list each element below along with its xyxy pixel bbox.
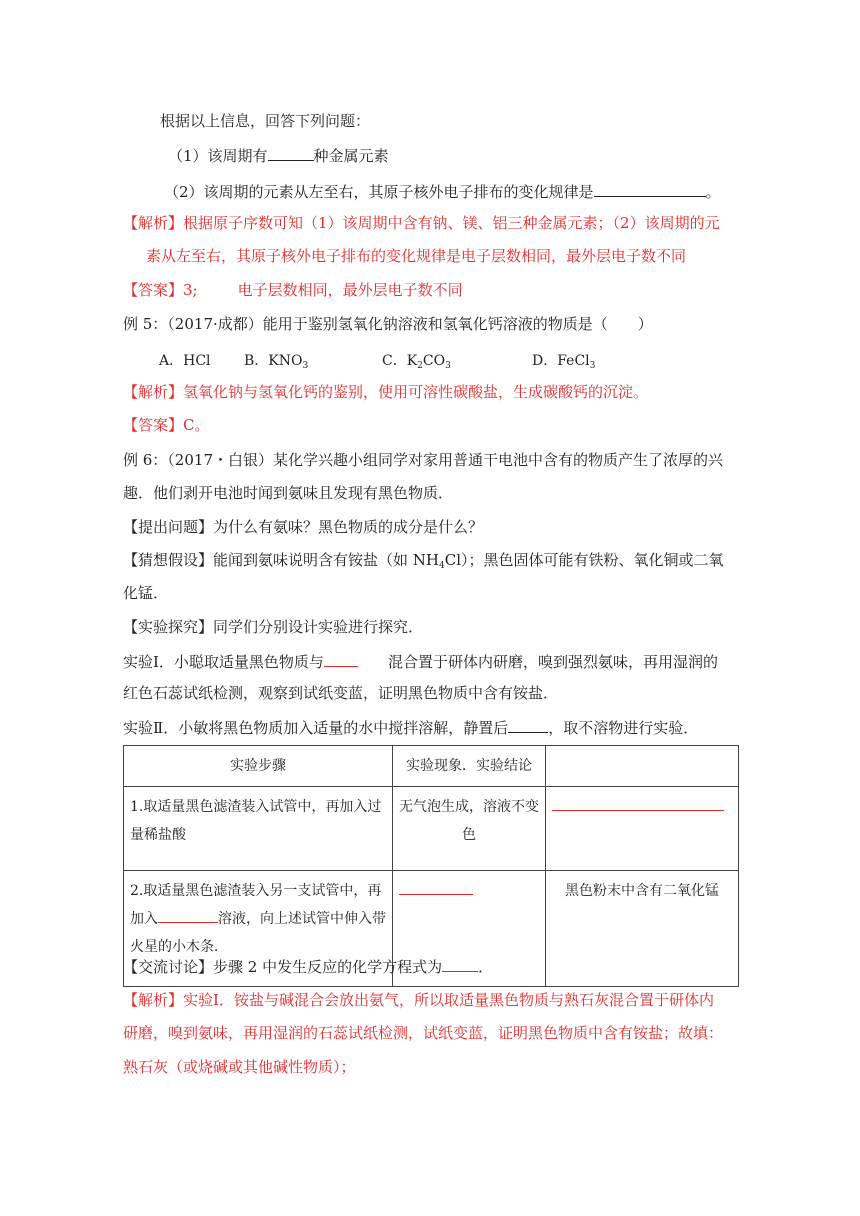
q2-suffix: 。 — [705, 183, 721, 201]
discuss-text: 步骤 2 中发生反应的化学方程式为 — [213, 958, 443, 976]
header-empty — [546, 746, 739, 787]
explore-text: 同学们分别设计实验进行探究． — [213, 618, 424, 636]
explore-tag: 【实验探究】 — [123, 618, 214, 636]
answer-tag: 【答案】 — [123, 416, 184, 434]
opt-c-mid: CO — [422, 353, 446, 369]
opt-b-text: B．KNO — [244, 353, 303, 369]
intro-text: 根据以上信息，回答下列问题： — [160, 112, 371, 130]
ex6-analysis-line2: 研磨，嗅到氨味，再用湿润的石蕊试纸检测，试纸变蓝，证明黑色物质中含有铵盐；故填： — [123, 1024, 724, 1042]
analysis-text: 实验Ⅰ．铵盐与碱混合会放出氨气，所以取适量黑色物质与熟石灰混合置于研体内 — [183, 991, 714, 1009]
ex4-analysis-line1 — [123, 212, 720, 234]
q2-prefix: （2）该周期的元素从左至右，其原子核外电子排布的变化规律是 — [164, 183, 594, 201]
ex5-option-d — [532, 350, 595, 371]
row1-result: 无气泡生成，溶液不变色 — [393, 787, 546, 871]
ex6-line1: 例 6：（2017・白银）某化学兴趣小组同学对家用普通干电池中含有的物质产生了浓厚的兴 — [123, 451, 723, 469]
analysis-tag: 【解析】 — [123, 214, 184, 232]
ex6-explore — [123, 616, 423, 638]
answer-2: 电子层数相同，最外层电子数不同 — [237, 281, 463, 299]
row1-answer-cell — [546, 787, 739, 871]
header-step: 实验步骤 — [124, 746, 393, 787]
ex6-exp1-line2: 红色石蕊试纸检测，观察到试纸变蓝，证明黑色物质中含有铵盐． — [123, 684, 559, 702]
opt-d-text: D．FeCl — [532, 353, 590, 369]
opt-c-sub1: 2 — [417, 361, 423, 371]
header-result: 实验现象．实验结论 — [393, 746, 546, 787]
exp1-text: 实验Ⅰ．小聪取适量黑色物质与 — [123, 653, 324, 671]
answer-1: 3; — [183, 281, 198, 299]
row2-step-text-2: 溶液，向上述试管中伸入带火星的小木条． — [130, 911, 386, 955]
ex6-analysis-line1 — [123, 989, 714, 1011]
ex6-analysis-line3: 熟石灰（或烧碱或其他碱性物质）； — [123, 1058, 356, 1076]
exp2-answer-blank[interactable] — [508, 716, 548, 733]
exp2-text: 实验Ⅱ．小敏将黑色物质加入适量的水中搅拌溶解，静置后 — [123, 719, 509, 737]
ask-text: 为什么有氨味？黑色物质的成分是什么？ — [213, 518, 484, 536]
ex6-exp1 — [123, 650, 718, 673]
ex6-guess — [123, 549, 724, 577]
discuss-text-2: ． — [478, 958, 494, 976]
q2-answer-blank[interactable] — [594, 180, 706, 197]
ex6-line2: 趣．他们剥开电池时闻到氨味且发现有黑色物质． — [123, 484, 454, 502]
opt-b-sub: 3 — [302, 361, 309, 371]
discuss-answer-blank[interactable] — [442, 955, 478, 972]
ex5-answer — [123, 414, 210, 436]
ex6-guess-line2: 化锰． — [123, 584, 169, 602]
ex5-option-a: A．HCl — [159, 353, 211, 369]
answer-text: C。 — [183, 416, 210, 434]
opt-c-sub2: 3 — [445, 361, 451, 371]
opt-d-sub: 3 — [589, 361, 596, 371]
row1-step: 1.取适量黑色滤渣装入试管中，再加入过量稀盐酸 — [124, 787, 393, 871]
table-header-row — [124, 746, 739, 787]
row2-result-blank[interactable] — [399, 878, 473, 895]
analysis-text: 根据原子序数可知（1）该周期中含有钠、镁、铝三种金属元素；（2）该周期的元 — [183, 214, 720, 232]
row2-step-text: 2.取适量黑色滤渣装入另一支试管中，再加入 — [130, 883, 382, 927]
question-2 — [164, 180, 721, 203]
ex4-answer — [123, 279, 463, 301]
analysis-tag: 【解析】 — [123, 991, 184, 1009]
guess-text-2: Cl）；黑色固体可能有铁粉、氧化铜或二氧 — [444, 551, 724, 569]
analysis-text: 氢氧化钠与氢氧化钙的鉴别，使用可溶性碳酸盐，生成碳酸钙的沉淀。 — [183, 383, 649, 401]
exp1-answer-blank[interactable] — [324, 650, 358, 667]
row2-reagent-blank[interactable] — [158, 906, 218, 923]
analysis-tag: 【解析】 — [123, 383, 184, 401]
ex6-ask — [123, 516, 483, 538]
ex5-analysis — [123, 381, 648, 403]
ex6-discuss — [123, 955, 493, 978]
exp2-text-2: ，取不溶物进行实验． — [548, 719, 699, 737]
q1-answer-blank[interactable] — [268, 144, 314, 161]
row2-conclusion: 黑色粉末中含有二氧化锰 — [546, 871, 739, 987]
guess-text: 能闻到氨味说明含有铵盐（如 NH — [213, 551, 439, 569]
ex5-option-c — [382, 350, 451, 371]
guess-sub: 4 — [439, 561, 445, 571]
q1-prefix: （1）该周期有 — [168, 147, 268, 165]
question-1 — [168, 144, 389, 167]
ex5-option-b — [244, 350, 308, 371]
q1-suffix: 种金属元素 — [313, 147, 389, 165]
row1-answer-blank[interactable] — [552, 794, 724, 811]
ex4-analysis-line2: 素从左至右，其原子核外电子排布的变化规律是电子层数相同，最外层电子数不同 — [146, 247, 687, 265]
table-row — [124, 787, 739, 871]
ex6-exp2 — [123, 716, 698, 739]
discuss-tag: 【交流讨论】 — [123, 958, 214, 976]
ask-tag: 【提出问题】 — [123, 518, 214, 536]
guess-tag: 【猜想假设】 — [123, 551, 214, 569]
ex5-question: 例 5：（2017·成都）能用于鉴别氢氧化钠溶液和氢氧化钙溶液的物质是（ ） — [123, 315, 653, 333]
opt-c-text: C．K — [382, 353, 418, 369]
exp1-text-2: 混合置于研体内研磨，嗅到强烈氨味，再用湿润的 — [387, 653, 718, 671]
answer-tag: 【答案】 — [123, 281, 184, 299]
experiment-table — [123, 745, 739, 987]
